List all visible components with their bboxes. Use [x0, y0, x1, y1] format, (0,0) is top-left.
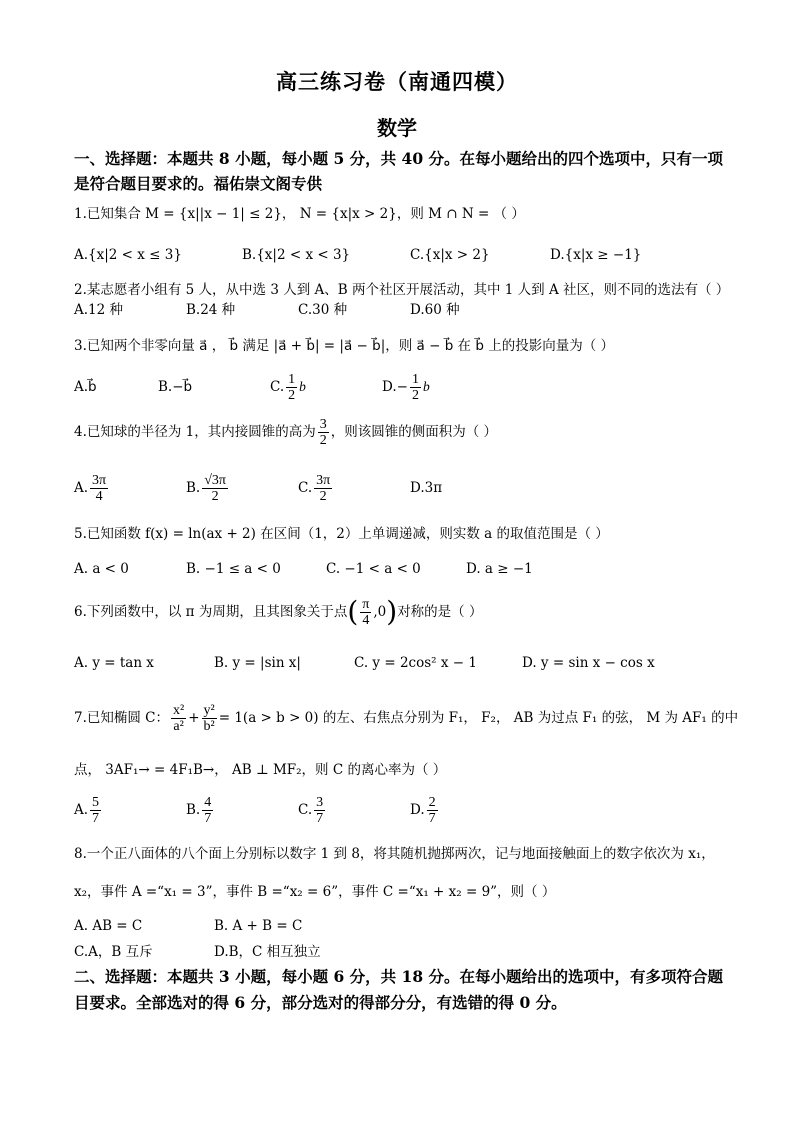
- q1-option-a: A.{x|2 < x ≤ 3}: [74, 247, 182, 263]
- q7-b-numerator: 4: [204, 794, 212, 810]
- q7-d-denominator: 7: [428, 810, 436, 826]
- q4-c-fraction: [314, 473, 332, 504]
- q7-c-fraction: [314, 795, 325, 826]
- q4-option-b-label: B.: [186, 480, 201, 496]
- section-1-heading-line-2: 是符合题目要求的。福佑崇文阁专供: [74, 174, 323, 193]
- q2-option-a: A.12 种: [74, 302, 124, 318]
- q4-option-b: [186, 468, 230, 508]
- question-1-stem: 1.已知集合 M = {x||x − 1| ≤ 2}， N = {x|x > 2}，则 M ∩ N = （ ）: [74, 206, 525, 222]
- q1-option-b: B.{x|2 < x < 3}: [242, 247, 351, 263]
- question-2-stem: 2.某志愿者小组有 5 人，从中选 3 人到 A、B 两个社区开展活动，其中 1 人到 A 社区，则不同的选法有（ ）: [74, 282, 730, 298]
- q6-left-paren: (: [347, 595, 359, 628]
- section-1-heading-line-1: 一、选择题：本题共 8 小题，每小题 5 分，共 40 分。在每小题给出的四个选项中，只有一项: [74, 149, 724, 168]
- q4-option-c-label: C.: [298, 480, 313, 496]
- q7-plus: +: [188, 710, 200, 726]
- q6-stem-denominator: 4: [362, 612, 370, 628]
- q7-b-fraction: [202, 795, 213, 826]
- question-5-options: [74, 552, 734, 586]
- question-3-stem: 3.已知两个非零向量 a⃗ ， b⃗ 满足 |a⃗ + b⃗| = |a⃗ − b⃗|，则 a⃗ − b⃗ 在 b⃗ 上的投影向量为（ ）: [74, 338, 614, 354]
- q4-b-denominator: 2: [211, 488, 219, 504]
- q5-option-d: D. a ≥ −1: [466, 561, 533, 577]
- q4-stem-denominator: 2: [319, 432, 327, 448]
- question-8-stem-line-1: 8.一个正八面体的八个面上分别标以数字 1 到 8，将其随机抛掷两次，记与地面接触面上的数字依次为 x₁，: [74, 846, 715, 862]
- q1-option-d: D.{x|x ≥ −1}: [550, 247, 642, 263]
- q3-option-d-label: D.−: [382, 379, 408, 395]
- q3-option-a: A.b⃗: [74, 379, 97, 395]
- question-7-options: [74, 790, 734, 830]
- q3-option-d: [382, 370, 440, 404]
- q7-d-fraction: [427, 795, 438, 826]
- question-5-stem: 5.已知函数 f(x) = ln(ax + 2) 在区间（1，2）上单调递减，则实数 a 的取值范围是（ ）: [74, 526, 609, 542]
- q6-option-c: C. y = 2cos² x − 1: [354, 655, 477, 671]
- subject-title: 数学: [377, 116, 417, 140]
- q2-option-c: C.30 种: [298, 302, 348, 318]
- q4-c-numerator: 3π: [316, 472, 331, 488]
- q4-stem-after: ，则该圆锥的侧面积为（ ）: [330, 424, 498, 440]
- q6-right-paren: ): [386, 595, 398, 628]
- q6-option-a: A. y = tan x: [74, 655, 154, 671]
- q4-b-fraction: [202, 473, 228, 504]
- q7-frac-y-denominator: b²: [203, 718, 215, 734]
- q4-stem-numerator: 3: [319, 416, 327, 432]
- section-2-heading-line-1: 二、选择题：本题共 3 小题，每小题 6 分，共 18 分。在每小题给出的选项中，有多项符合题: [74, 967, 724, 986]
- q2-option-b: B.24 种: [186, 302, 236, 318]
- q3-option-d-fraction: [410, 372, 421, 403]
- q7-frac-x-numerator: x²: [173, 702, 185, 718]
- q7-frac-x-denominator: a²: [173, 718, 184, 734]
- q7-frac-y-numerator: y²: [203, 702, 215, 718]
- exam-title: 高三练习卷（南通四模）: [276, 69, 518, 94]
- q4-option-c: [298, 468, 334, 508]
- q7-a-fraction: [90, 795, 101, 826]
- q5-option-a: A. a < 0: [74, 561, 129, 577]
- q7-option-c-label: C.: [298, 802, 313, 818]
- q8-option-b: B. A + B = C: [214, 918, 303, 934]
- q6-point-tail: ,0: [373, 604, 387, 620]
- q4-a-numerator: 3π: [92, 472, 107, 488]
- q3-option-b: B.−b⃗: [158, 379, 193, 395]
- q7-frac-y: [202, 703, 217, 734]
- q7-stem-before: 7.已知椭圆 C：: [74, 710, 170, 726]
- q6-stem-fraction: [360, 597, 371, 628]
- q4-a-fraction: [90, 473, 108, 504]
- question-7-stem-line-1: [74, 698, 739, 738]
- question-8-options-row-1: [74, 914, 734, 938]
- question-6-stem: [74, 592, 734, 632]
- q7-option-b: [186, 790, 215, 830]
- question-8-stem-line-2: x₂，事件 A =“x₁ = 3”，事件 B =“x₂ = 6”，事件 C =“x₁ + x₂ = 9”，则（ ）: [74, 884, 556, 900]
- question-7-stem-line-2: 点， 3AF₁→ = 4F₁B→， AB ⊥ MF₂，则 C 的离心率为（ ）: [74, 762, 447, 778]
- question-2-options: [74, 296, 734, 320]
- question-4-options: [74, 468, 734, 508]
- q6-option-d: D. y = sin x − cos x: [522, 655, 655, 671]
- q3-c-denominator: 2: [288, 387, 296, 403]
- q7-a-numerator: 5: [92, 794, 100, 810]
- q3-option-c-fraction: [286, 372, 297, 403]
- section-2-heading-line-2: 目要求。全部选对的得 6 分，部分选对的得部分分，有选错的得 0 分。: [74, 993, 567, 1012]
- q6-stem-after: 对称的是（ ）: [397, 604, 483, 620]
- q3-option-c-label: C.: [270, 379, 285, 395]
- q7-frac-x: [171, 703, 186, 734]
- q7-d-numerator: 2: [428, 794, 436, 810]
- q7-option-d: [410, 790, 440, 830]
- q4-a-denominator: 4: [95, 488, 103, 504]
- q4-option-a-label: A.: [74, 480, 89, 496]
- q4-option-a: [74, 468, 110, 508]
- q3-d-denominator: 2: [411, 387, 419, 403]
- q6-option-b: B. y = |sin x|: [214, 655, 301, 671]
- q4-b-numerator: √3π: [204, 472, 226, 488]
- q8-option-c: C.A，B 互斥: [74, 944, 153, 960]
- q7-option-d-label: D.: [410, 802, 425, 818]
- q7-option-b-label: B.: [186, 802, 201, 818]
- q5-option-c: C. −1 < a < 0: [326, 561, 421, 577]
- q7-c-denominator: 7: [316, 810, 324, 826]
- q7-option-a: [74, 790, 103, 830]
- q3-c-vector: b⃗: [299, 379, 317, 394]
- question-8-options-row-2: [74, 938, 734, 962]
- q6-stem-numerator: π: [362, 596, 370, 612]
- q7-stem-mid: = 1(a > b > 0) 的左、右焦点分别为 F₁， F₂， AB 为过点 F₁ 的弦， M 为 AF₁ 的中: [218, 710, 739, 726]
- q4-stem-before: 4.已知球的半径为 1，其内接圆锥的高为: [74, 424, 316, 440]
- q4-c-denominator: 2: [319, 488, 327, 504]
- q4-option-d: D.3π: [410, 480, 443, 496]
- q3-option-c: [270, 370, 316, 404]
- q2-option-d: D.60 种: [410, 302, 460, 318]
- q6-stem-before: 6.下列函数中，以 π 为周期，且其图象关于点: [74, 604, 348, 620]
- q7-option-c: [298, 790, 327, 830]
- q3-d-vector: b⃗: [422, 379, 441, 394]
- question-1-options: [74, 238, 734, 272]
- q8-option-d: D.B，C 相互独立: [214, 944, 321, 960]
- q1-option-c: C.{x|x > 2}: [410, 247, 490, 263]
- question-3-options: [74, 370, 734, 404]
- question-6-options: [74, 646, 734, 680]
- q7-b-denominator: 7: [204, 810, 212, 826]
- q3-c-numerator: 1: [288, 371, 296, 387]
- q7-c-numerator: 3: [316, 794, 324, 810]
- q5-option-b: B. −1 ≤ a < 0: [186, 561, 281, 577]
- q8-option-a: A. AB = C: [74, 918, 143, 934]
- q7-a-denominator: 7: [92, 810, 100, 826]
- q7-option-a-label: A.: [74, 802, 89, 818]
- q3-d-numerator: 1: [411, 371, 419, 387]
- question-4-stem: [74, 414, 734, 450]
- q4-stem-fraction: [318, 417, 329, 448]
